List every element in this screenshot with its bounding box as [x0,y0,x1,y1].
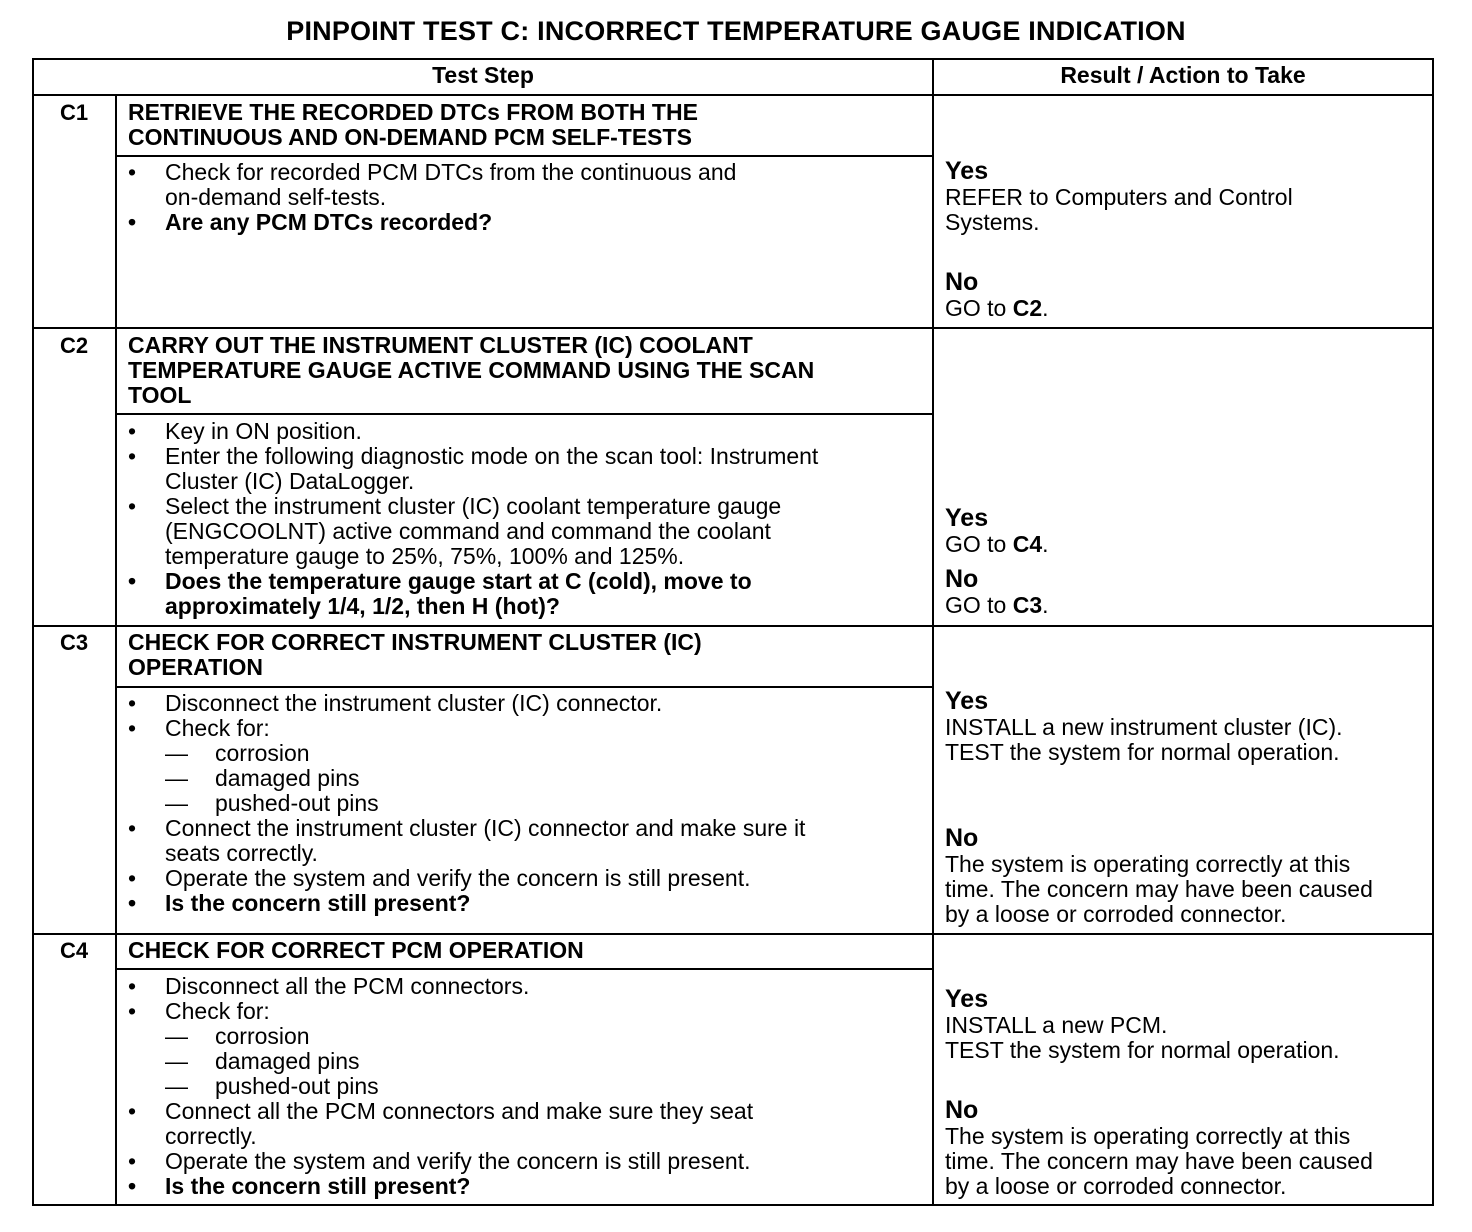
text-line: INSTALL a new instrument cluster (IC). [945,714,1343,740]
check-item [128,791,928,816]
header-test-step: Test Step [432,62,534,88]
text-line: Cluster (IC) DataLogger. [165,468,415,494]
yes-label: Yes [945,157,989,185]
text-line: approximately 1/4, 1/2, then H (hot)? [165,593,560,619]
yes-label: Yes [945,504,989,532]
text-line: damaged pins [215,765,360,791]
text-line: GO to [945,531,1007,557]
no-action: GO to C2. [945,295,1049,321]
text-line: TEMPERATURE GAUGE ACTIVE COMMAND USING THE SCAN [128,357,815,383]
text-line: Are any PCM DTCs recorded? [165,209,493,235]
text-line: REFER to Computers and Control [945,184,1293,210]
text-line: GO to [945,592,1007,618]
text-line: CONTINUOUS AND ON-DEMAND PCM SELF-TESTS [128,124,692,150]
instruction-item [128,866,928,891]
instruction-item [128,569,928,619]
step-reference: C4 [1012,531,1043,557]
text-line: on-demand self-tests. [165,184,387,210]
step-heading [128,333,928,408]
text-line: Check for: [165,998,270,1024]
result-no [945,566,1430,618]
text-line: Connect the instrument cluster (IC) connector and make sure it [165,815,806,841]
step-id: C1 [59,100,89,125]
step-id-divider [115,933,117,1205]
text-line: corrosion [215,1023,310,1049]
instruction-item [128,160,928,210]
step-id: C4 [59,938,89,963]
text-line: The system is operating correctly at this [945,851,1351,877]
text-line: time. The concern may have been caused [945,1148,1373,1174]
check-item [128,1074,928,1099]
row-divider [32,933,1434,935]
text-line: temperature gauge to 25%, 75%, 100% and 125%. [165,543,685,569]
instruction-item [128,419,928,444]
instruction-item [128,1149,928,1174]
result-yes [945,688,1430,765]
result-yes [945,158,1430,235]
text-line: pushed-out pins [215,790,379,816]
instruction-item [128,494,928,569]
text-line: OPERATION [128,654,264,680]
step-instructions [128,160,928,235]
text-line: Operate the system and verify the concern is still present. [165,865,751,891]
instruction-item [128,891,928,916]
instruction-item [128,210,928,235]
text-line: INSTALL a new PCM. [945,1012,1168,1038]
step-heading [128,630,928,680]
text-line: CHECK FOR CORRECT PCM OPERATION [128,937,584,963]
step-instructions [128,974,928,1199]
no-label: No [945,565,979,593]
no-label: No [945,824,979,852]
step-heading [128,938,928,963]
no-label: No [945,268,979,296]
text-line: damaged pins [215,1048,360,1074]
step-reference: C3 [1012,592,1043,618]
text-line: CHECK FOR CORRECT INSTRUMENT CLUSTER (IC) [128,629,702,655]
text-line: Select the instrument cluster (IC) coolant temperature gauge [165,493,782,519]
instruction-item [128,716,928,741]
step-id: C3 [59,630,89,655]
text-line: Does the temperature gauge start at C (cold), move to [165,568,752,594]
no-action [945,1124,1430,1199]
step-heading [128,100,928,150]
text-line: Operate the system and verify the concern is still present. [165,1148,751,1174]
instruction-item [128,816,928,866]
text-line: time. The concern may have been caused [945,876,1373,902]
step-id: C2 [59,333,89,358]
instruction-item [128,1099,928,1149]
instruction-item [128,444,928,494]
text-line: Is the concern still present? [165,1173,471,1199]
step-heading-divider [115,413,932,415]
row-divider [32,94,1434,96]
step-instructions [128,691,928,916]
text-line: Check for: [165,715,270,741]
text-line: TOOL [128,382,192,408]
instruction-item [128,974,928,999]
text-line: Key in ON position. [165,418,362,444]
row-divider [32,625,1434,627]
yes-action: GO to C4. [945,531,1049,557]
result-no [945,825,1430,927]
step-heading-divider [115,968,932,970]
step-id-divider [115,94,117,327]
text-line: corrosion [215,740,310,766]
text-line: TEST the system for normal operation. [945,739,1340,765]
yes-label: Yes [945,687,989,715]
text-line: correctly. [165,1123,257,1149]
result-yes [945,986,1430,1063]
text-line: GO to [945,295,1007,321]
text-line: Is the concern still present? [165,890,471,916]
yes-action [945,1013,1430,1063]
header-result-action: Result / Action to Take [1060,62,1306,88]
text-line: Disconnect all the PCM connectors. [165,973,530,999]
text-line: Disconnect the instrument cluster (IC) connector. [165,690,663,716]
text-line: Systems. [945,209,1040,235]
text-line: RETRIEVE THE RECORDED DTCs FROM BOTH THE [128,99,698,125]
text-line: by a loose or corroded connector. [945,1173,1287,1199]
yes-action [945,185,1430,235]
instruction-item [128,1174,928,1199]
text-line: CARRY OUT THE INSTRUMENT CLUSTER (IC) COOLANT [128,332,753,358]
result-no [945,1097,1430,1199]
text-line: Enter the following diagnostic mode on the scan tool: Instrument [165,443,819,469]
step-heading-divider [115,155,932,157]
step-reference: C2 [1012,295,1043,321]
text-line: pushed-out pins [215,1073,379,1099]
check-item [128,1049,928,1074]
check-item [128,1024,928,1049]
step-id-divider [115,327,117,625]
no-action: GO to C3. [945,592,1049,618]
check-item [128,741,928,766]
no-action [945,852,1430,927]
yes-label: Yes [945,985,989,1013]
check-item [128,766,928,791]
text-line: The system is operating correctly at this [945,1123,1351,1149]
step-heading-divider [115,686,932,688]
text-line: (ENGCOOLNT) active command and command the coolant [165,518,771,544]
no-label: No [945,1096,979,1124]
text-line: by a loose or corroded connector. [945,901,1287,927]
yes-action [945,715,1430,765]
column-divider [932,58,934,1206]
instruction-item [128,999,928,1024]
step-id-divider [115,625,117,933]
result-yes [945,505,1430,557]
text-line: seats correctly. [165,840,318,866]
row-divider [32,327,1434,329]
instruction-item [128,691,928,716]
text-line: TEST the system for normal operation. [945,1037,1340,1063]
text-line: Check for recorded PCM DTCs from the continuous and [165,159,737,185]
result-no [945,269,1430,321]
step-instructions [128,419,928,619]
page-title: PINPOINT TEST C: INCORRECT TEMPERATURE GAUGE INDICATION [286,16,1186,46]
text-line: Connect all the PCM connectors and make sure they seat [165,1098,754,1124]
